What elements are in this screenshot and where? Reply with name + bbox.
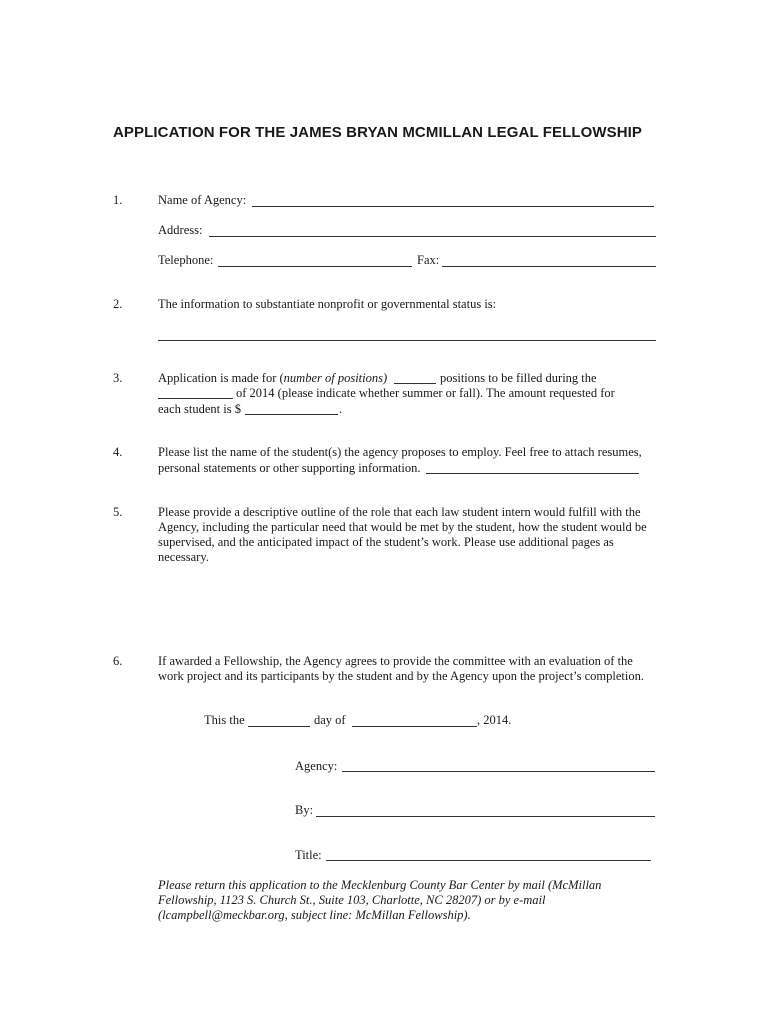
signature-by-label: By: — [295, 803, 314, 817]
item-2-number: 2. — [113, 297, 123, 311]
item-4-line-1: Please list the name of the student(s) the agency proposes to employ. Feel free to attach resumes, — [158, 445, 642, 459]
item-6-number: 6. — [113, 654, 123, 668]
nonprofit-status-field[interactable] — [158, 340, 656, 341]
item-3-number: 3. — [113, 371, 123, 385]
return-instructions-line-1: Please return this application to the Mecklenburg County Bar Center by mail (McMillan — [158, 878, 602, 892]
year-text: , 2014. — [477, 713, 512, 727]
signature-title-field[interactable] — [326, 860, 651, 861]
this-the-label: This the — [204, 713, 245, 727]
fax-label: Fax: — [417, 253, 440, 267]
item-3-line-2: of 2014 (please indicate whether summer or fall). The amount requested for — [236, 386, 615, 400]
address-field[interactable] — [209, 236, 656, 237]
item-3-line-1-start: Application is made for ( — [158, 371, 284, 385]
season-field[interactable] — [158, 398, 233, 399]
item-5-line-4: necessary. — [158, 550, 209, 564]
return-instructions-line-3: (lcampbell@meckbar.org, subject line: McMillan Fellowship). — [158, 908, 471, 922]
item-4-line-2: personal statements or other supporting information. — [158, 461, 421, 475]
telephone-field[interactable] — [218, 266, 412, 267]
day-of-label: day of — [314, 713, 346, 727]
telephone-label: Telephone: — [158, 253, 214, 267]
month-field[interactable] — [352, 726, 477, 727]
signature-agency-label: Agency: — [295, 759, 338, 773]
student-names-field[interactable] — [426, 473, 639, 474]
item-3-line-1 — [158, 371, 387, 386]
item-4-number: 4. — [113, 445, 123, 459]
signature-by-field[interactable] — [316, 816, 655, 817]
day-field[interactable] — [248, 726, 310, 727]
signature-title-label: Title: — [295, 848, 322, 862]
item-6-line-2: work project and its participants by the student and by the Agency upon the project’s completion. — [158, 669, 644, 683]
item-5-line-2: Agency, including the particular need that would be met by the student, how the student would be — [158, 520, 647, 534]
item-3-line-3-label: each student is $ — [158, 402, 241, 416]
amount-requested-field[interactable] — [245, 414, 338, 415]
item-5-number: 5. — [113, 505, 123, 519]
item-2-text: The information to substantiate nonprofit or governmental status is: — [158, 297, 497, 311]
signature-agency-field[interactable] — [342, 771, 655, 772]
address-label: Address: — [158, 223, 203, 237]
agency-name-field[interactable] — [252, 206, 654, 207]
item-3-line-1-end: positions to be filled during the — [440, 371, 597, 385]
item-5-line-3: supervised, and the anticipated impact of the student’s work. Please use additional pages as — [158, 535, 614, 549]
agency-name-label: Name of Agency: — [158, 193, 247, 207]
item-3-line-1-italic: number of positions) — [283, 371, 388, 385]
number-of-positions-field[interactable] — [394, 383, 436, 384]
item-3-line-3-period: . — [339, 402, 343, 416]
item-6-line-1: If awarded a Fellowship, the Agency agrees to provide the committee with an evaluation of the — [158, 654, 633, 668]
item-1-number: 1. — [113, 193, 123, 207]
return-instructions-line-2: Fellowship, 1123 S. Church St., Suite 103, Charlotte, NC 28207) or by e-mail — [158, 893, 546, 907]
item-5-line-1: Please provide a descriptive outline of the role that each law student intern would fulfill with the — [158, 505, 641, 519]
form-title: APPLICATION FOR THE JAMES BRYAN MCMILLAN LEGAL FELLOWSHIP — [113, 124, 643, 141]
fax-field[interactable] — [442, 266, 656, 267]
